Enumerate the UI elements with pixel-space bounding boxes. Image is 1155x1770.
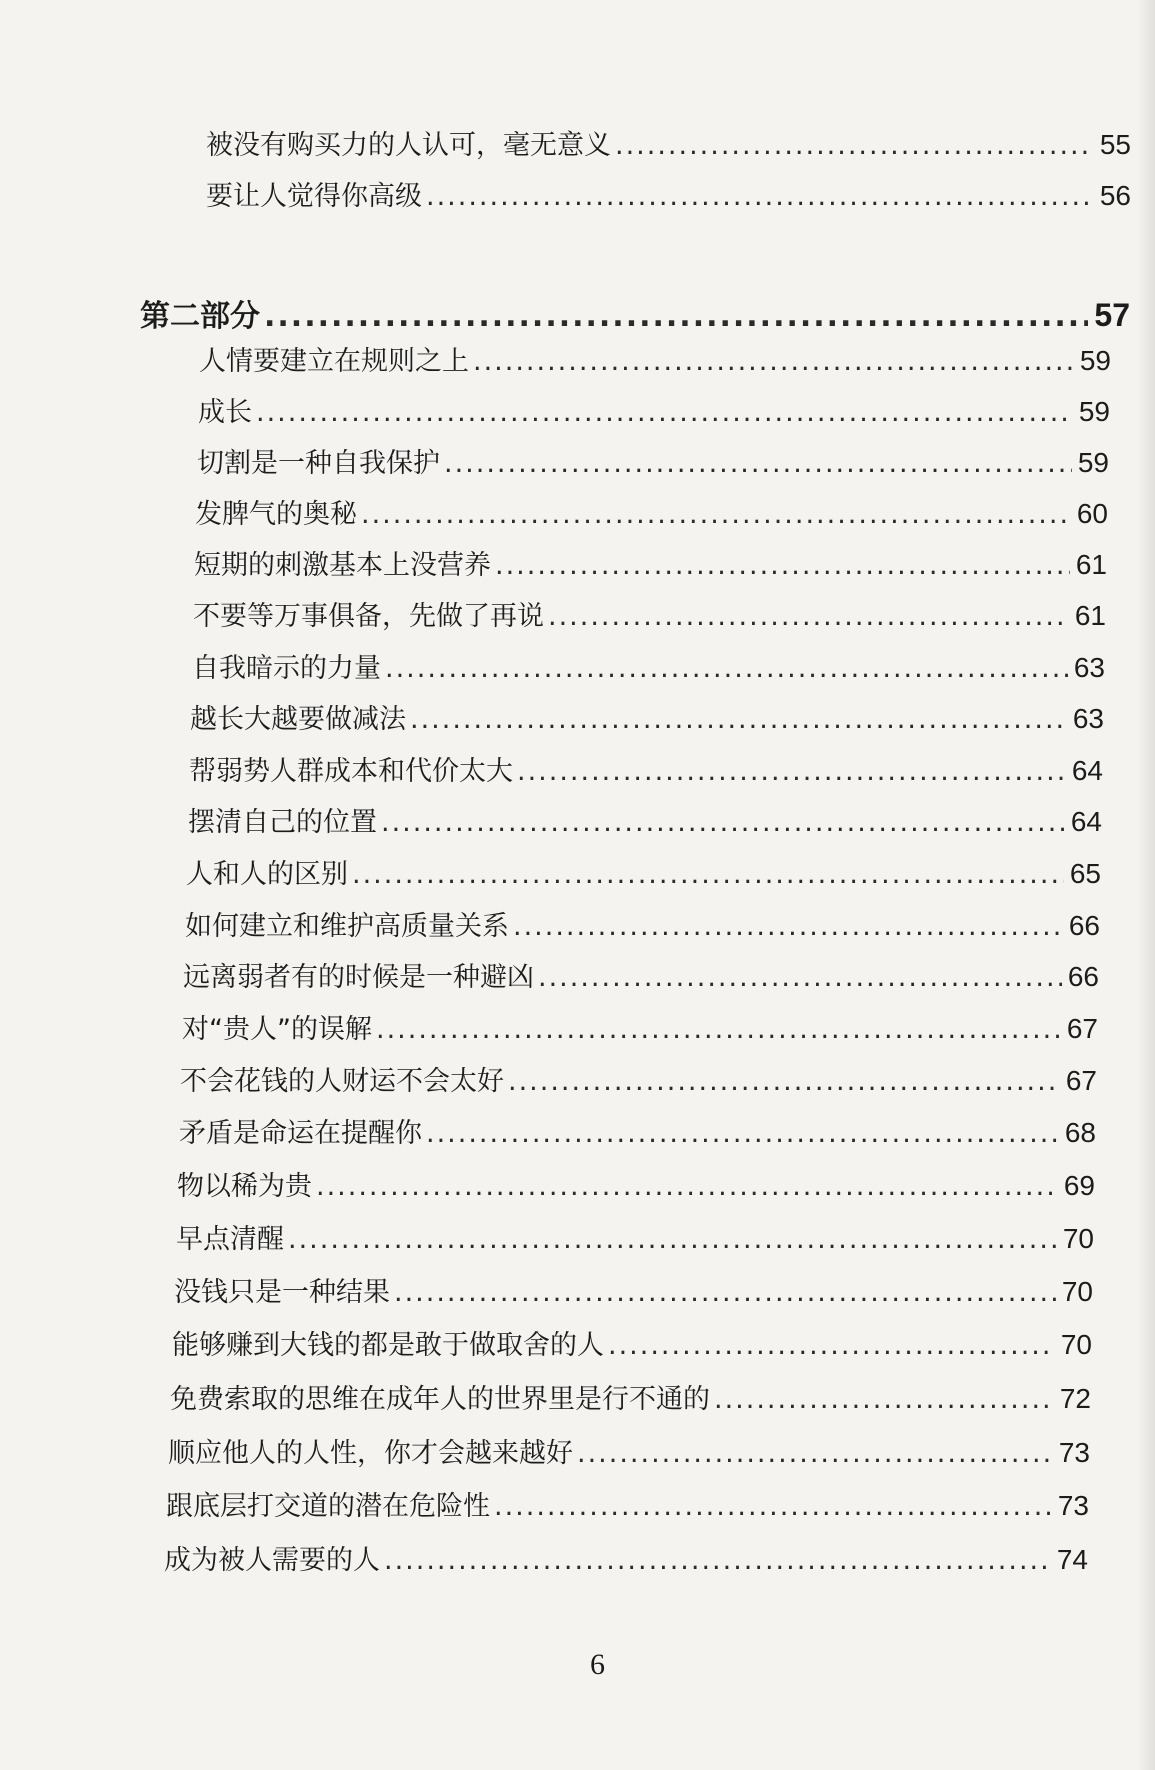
toc-entry — [176, 1222, 1094, 1257]
toc-entry-page: 66 — [1067, 961, 1099, 992]
toc-entry-title: 如何建立和维护高质量关系 — [185, 911, 509, 942]
toc-entry-page: 60 — [1076, 498, 1108, 529]
toc-entry-page: 73 — [1057, 1490, 1089, 1521]
dot-leader — [444, 447, 1072, 481]
toc-entry — [188, 805, 1102, 840]
dot-leader — [264, 300, 1088, 334]
part-title: 第二部分 — [140, 299, 260, 334]
toc-entry-page: 70 — [1061, 1276, 1093, 1307]
toc-entry-page: 70 — [1060, 1329, 1092, 1360]
toc-entry-title: 帮弱势人群成本和代价太大 — [189, 756, 513, 787]
toc-entry — [197, 446, 1109, 481]
toc-entry-title: 顺应他人的人性，你才会越来越好 — [168, 1438, 573, 1469]
toc-entry-page: 63 — [1072, 703, 1104, 734]
toc-entry-page: 56 — [1099, 180, 1131, 211]
toc-entry — [190, 702, 1104, 737]
toc-entry-title: 摆清自己的位置 — [188, 807, 377, 838]
toc-entry-title: 免费索取的思维在成年人的世界里是行不通的 — [170, 1384, 710, 1415]
dot-leader — [316, 1170, 1058, 1204]
toc-entry — [198, 395, 1110, 430]
dot-leader — [426, 1117, 1059, 1151]
toc-entry-page: 73 — [1058, 1437, 1090, 1468]
toc-entry-title: 成长 — [198, 397, 252, 428]
toc-entry — [189, 754, 1103, 789]
dot-leader — [577, 1437, 1053, 1471]
toc-entry — [192, 651, 1105, 686]
dot-leader — [426, 180, 1094, 214]
dot-leader — [394, 1276, 1056, 1310]
toc-part-heading — [140, 298, 1130, 334]
toc-entry-page: 59 — [1077, 447, 1109, 478]
toc-entry-title: 切割是一种自我保护 — [197, 448, 440, 479]
toc-entry-title: 自我暗示的力量 — [192, 653, 381, 684]
toc-entry — [177, 1169, 1095, 1204]
toc-entry — [185, 909, 1100, 944]
dot-leader — [384, 1544, 1051, 1578]
toc-entry — [182, 1012, 1098, 1047]
dot-leader — [376, 1013, 1061, 1047]
dot-leader — [538, 961, 1062, 995]
toc-entry-title: 人情要建立在规则之上 — [199, 346, 469, 377]
toc-entry — [179, 1116, 1096, 1151]
toc-entry-page: 61 — [1075, 549, 1107, 580]
dot-leader — [608, 1329, 1055, 1363]
dot-leader — [548, 600, 1069, 634]
dot-leader — [381, 806, 1065, 840]
toc-entry — [206, 128, 1131, 163]
toc-entry — [193, 599, 1106, 634]
toc-entry-title: 没钱只是一种结果 — [174, 1277, 390, 1308]
toc-entry — [172, 1328, 1092, 1363]
toc-entry-title: 被没有购买力的人认可，毫无意义 — [206, 130, 611, 161]
toc-entry-page: 64 — [1071, 755, 1103, 786]
dot-leader — [410, 703, 1067, 737]
dot-leader — [508, 1065, 1060, 1099]
toc-entry-page: 55 — [1099, 129, 1131, 160]
toc-entry-page: 72 — [1059, 1383, 1091, 1414]
toc-entry-title: 成为被人需要的人 — [164, 1545, 380, 1576]
toc-entry-title: 早点清醒 — [176, 1224, 284, 1255]
toc-entry-title: 发脾气的奥秘 — [195, 499, 357, 530]
toc-entry-title: 要让人觉得你高级 — [206, 181, 422, 212]
toc-entry-title: 不要等万事俱备，先做了再说 — [193, 601, 544, 632]
toc-entry — [174, 1275, 1093, 1310]
toc-entry — [195, 497, 1108, 532]
toc-entry-page: 65 — [1069, 858, 1101, 889]
dot-leader — [494, 1490, 1052, 1524]
toc-entry-page: 69 — [1063, 1170, 1095, 1201]
toc-entry-page: 67 — [1065, 1065, 1097, 1096]
dot-leader — [385, 652, 1068, 686]
toc-entry-page: 66 — [1068, 910, 1100, 941]
dot-leader — [361, 498, 1071, 532]
toc-entry-title: 对“贵人”的误解 — [182, 1014, 372, 1045]
dot-leader — [473, 345, 1074, 379]
toc-entry-title: 短期的刺激基本上没营养 — [194, 550, 491, 581]
toc-entry — [170, 1382, 1091, 1417]
toc-entry — [168, 1436, 1090, 1471]
toc-entry — [194, 548, 1107, 583]
page-number: 6 — [590, 1648, 605, 1681]
dot-leader — [352, 858, 1064, 892]
dot-leader — [513, 910, 1063, 944]
toc-entry-page: 64 — [1070, 806, 1102, 837]
toc-entry-page: 68 — [1064, 1117, 1096, 1148]
dot-leader — [517, 755, 1066, 789]
dot-leader — [495, 549, 1070, 583]
toc-entry-title: 越长大越要做减法 — [190, 704, 406, 735]
part-page: 57 — [1094, 297, 1130, 333]
page-edge-shadow — [1137, 0, 1155, 1770]
toc-entry-title: 能够赚到大钱的都是敢于做取舍的人 — [172, 1330, 604, 1361]
toc-entry-page: 74 — [1056, 1544, 1088, 1575]
toc-entry-page: 59 — [1079, 345, 1111, 376]
toc-entry-title: 矛盾是命运在提醒你 — [179, 1118, 422, 1149]
dot-leader — [256, 396, 1073, 430]
toc-entry-page: 70 — [1062, 1223, 1094, 1254]
toc-entry — [164, 1543, 1088, 1578]
dot-leader — [288, 1223, 1057, 1257]
toc-entry-title: 物以稀为贵 — [177, 1171, 312, 1202]
toc-entry-page: 67 — [1066, 1013, 1098, 1044]
toc-entry-page: 59 — [1078, 396, 1110, 427]
toc-entry-title: 跟底层打交道的潜在危险性 — [166, 1491, 490, 1522]
toc-entry-page: 61 — [1074, 600, 1106, 631]
toc-entry — [186, 857, 1101, 892]
toc-entry — [183, 960, 1099, 995]
toc-entry — [206, 179, 1131, 214]
toc-entry — [166, 1489, 1089, 1524]
toc-entry-page: 63 — [1073, 652, 1105, 683]
toc-entry-title: 人和人的区别 — [186, 859, 348, 890]
toc-entry-title: 远离弱者有的时候是一种避凶 — [183, 962, 534, 993]
dot-leader — [615, 129, 1094, 163]
dot-leader — [714, 1383, 1054, 1417]
toc-entry-title: 不会花钱的人财运不会太好 — [180, 1066, 504, 1097]
toc-entry — [180, 1064, 1097, 1099]
toc-entry — [199, 344, 1111, 379]
